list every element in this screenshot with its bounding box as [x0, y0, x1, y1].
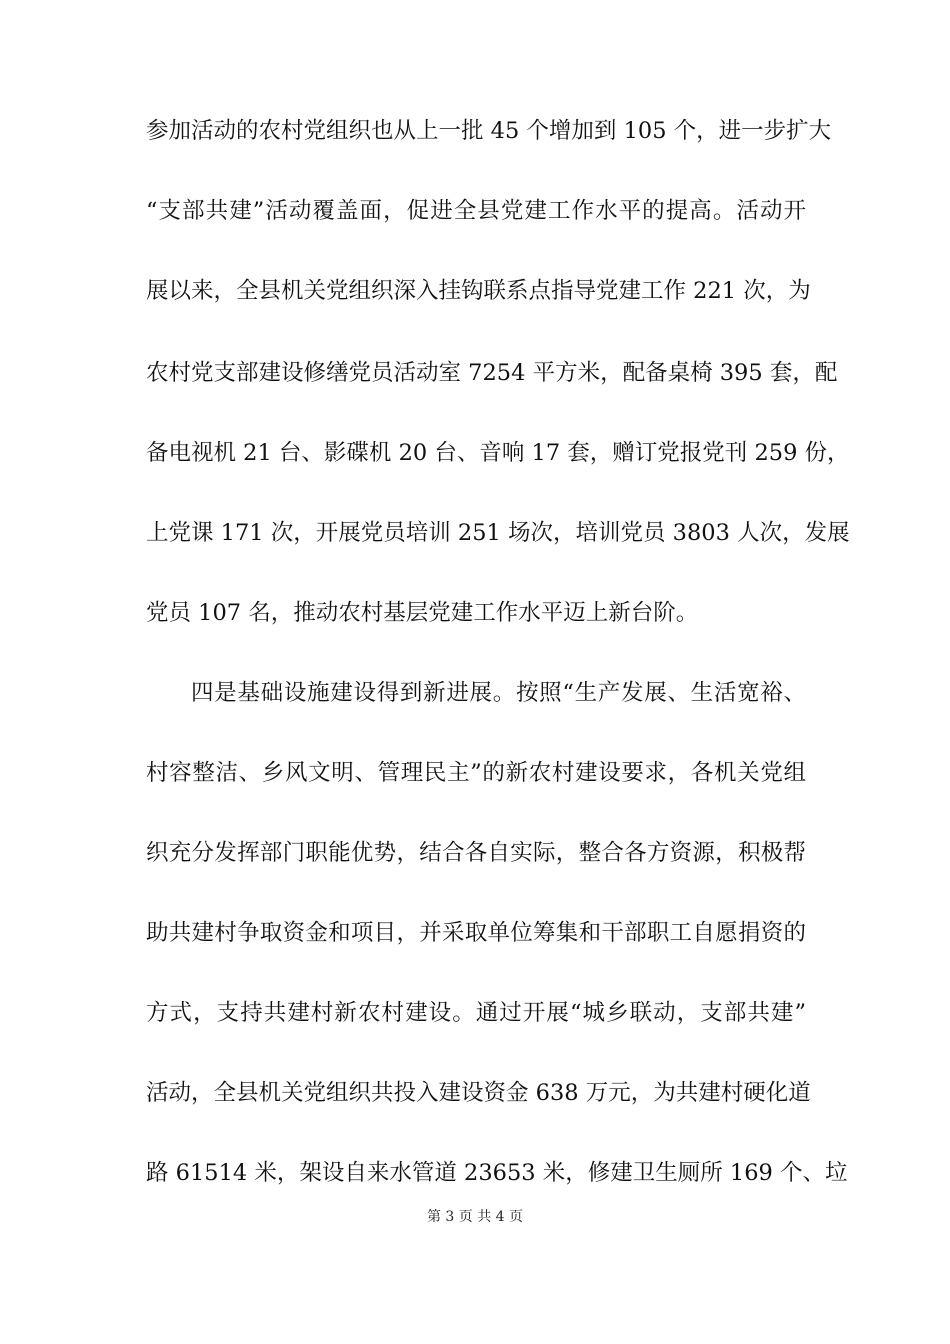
text-line: 参加活动的农村党组织也从上一批 45 个增加到 105 个，进一步扩大	[146, 118, 832, 144]
text-line: 织充分发挥部门职能优势，结合各自实际，整合各方资源，积极帮	[146, 840, 806, 866]
text-line: 农村党支部建设修缮党员活动室 7254 平方米，配备桌椅 395 套，配	[146, 360, 838, 386]
text-line: 活动，全县机关党组织共投入建设资金 638 万元，为共建村硬化道	[146, 1080, 811, 1106]
text-line: 路 61514 米，架设自来水管道 23653 米，修建卫生厕所 169 个、垃	[146, 1160, 848, 1186]
text-line: 助共建村争取资金和项目，并采取单位筹集和干部职工自愿捐资的	[146, 920, 806, 946]
paragraph-start-line: 四是基础设施建设得到新进展。按照“生产发展、生活宽裕、	[191, 680, 806, 706]
text-line: 党员 107 名，推动农村基层党建工作水平迈上新台阶。	[146, 600, 699, 626]
text-line: 备电视机 21 台、影碟机 20 台、音响 17 套，赠订党报党刊 259 份，	[146, 440, 850, 466]
text-line: 展以来，全县机关党组织深入挂钩联系点指导党建工作 221 次，为	[146, 278, 811, 304]
page-number-footer: 第 3 页 共 4 页	[426, 1209, 524, 1225]
text-line: “支部共建”活动覆盖面，促进全县党建工作水平的提高。活动开	[146, 198, 806, 224]
text-line: 村容整洁、乡风文明、管理民主”的新农村建设要求，各机关党组	[146, 760, 806, 786]
text-line: 上党课 171 次，开展党员培训 251 场次，培训党员 3803 人次，发展	[146, 520, 850, 546]
text-line: 方式，支持共建村新农村建设。通过开展“城乡联动，支部共建”	[146, 1000, 806, 1026]
